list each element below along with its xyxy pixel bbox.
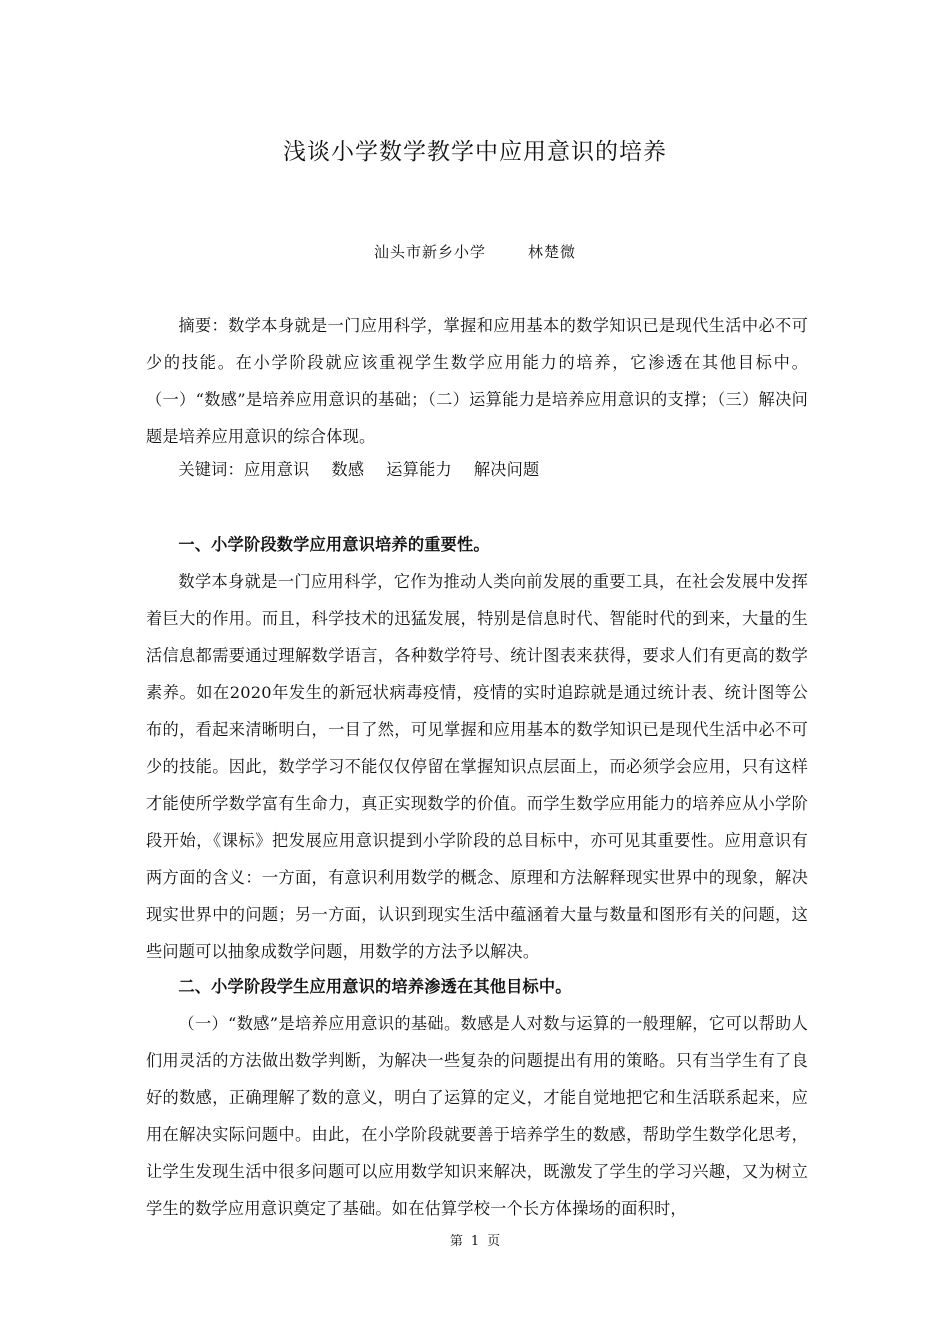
- page-suffix: 页: [487, 1234, 501, 1249]
- page-prefix: 第: [449, 1234, 463, 1249]
- abstract-text: 摘要：数学本身就是一门应用科学，掌握和应用基本的数学知识已是现代生活中必不可少的技能。在小学阶段就应该重视学生数学应用能力的培养，它渗透在其他目标中。（一）“数感”是培养应用意识的基础；（二）运算能力是培养应用意识的支撑；（三）解决问题是培养应用意识的综合体现。: [146, 316, 808, 446]
- keywords-line: [146, 451, 808, 488]
- school-name: 汕头市新乡小学: [373, 243, 486, 261]
- byline: [0, 241, 950, 262]
- section-heading: 二、小学阶段学生应用意识的培养渗透在其他目标中。: [178, 977, 572, 996]
- keyword: 运算能力: [386, 460, 452, 479]
- abstract-block: [146, 307, 808, 455]
- section-paragraph: 数学本身就是一门应用科学，它作为推动人类向前发展的重要工具，在社会发展中发挥着巨大的作用。而且，科学技术的迅猛发展，特别是信息时代、智能时代的到来，大量的生活信息都需要通过理解数学语言，各种数学符号、统计图表来获得，要求人们有更高的数学素养。如在2020年发生的新冠状病毒疫情，疫情的实时追踪就是通过统计表、统计图等公布的，看起来清晰明白，一目了然，可见掌握和应用基本的数学知识已是现代生活中必不可少的技能。因此，数学学习不能仅仅停留在掌握知识点层面上，而必须学会应用，只有这样才能使所学数学富有生命力，真正实现数学的价值。而学生数学应用能力的培养应从小学阶段开始，《课标》把发展应用意识提到小学阶段的总目标中，亦可见其重要性。应用意识有两方面的含义：一方面，有意识利用数学的概念、原理和方法解释现实世界中的现象，解决现实世界中的问题；另一方面，认识到现实生活中蕴涵着大量与数量和图形有关的问题，这些问题可以抽象成数学问题，用数学的方法予以解决。: [146, 572, 808, 961]
- keyword: 解决问题: [473, 460, 540, 479]
- section-paragraph: （一）“数感”是培养应用意识的基础。数感是人对数与运算的一般理解，它可以帮助人们用灵活的方法做出数学判断，为解决一些复杂的问题提出有用的策略。只有当学生有了良好的数感，正确理解了数的意义，明白了运算的定义，才能自觉地把它和生活联系起来，应用在解决实际问题中。由此，在小学阶段就要善于培养学生的数感，帮助学生数学化思考，让学生发现生活中很多问题可以应用数学知识来解决，既激发了学生的学习兴趣，又为树立学生的数学应用意识奠定了基础。如在估算学校一个长方体操场的面积时，: [146, 1014, 808, 1218]
- document-title: 浅谈小学数学教学中应用意识的培养: [283, 139, 667, 165]
- keywords-label: 关键词：: [178, 460, 244, 479]
- author-name: 林楚微: [528, 243, 577, 261]
- keyword: 数感: [331, 460, 365, 479]
- section-2: [146, 968, 808, 1227]
- section-1: [146, 526, 808, 970]
- section-heading: 一、小学阶段数学应用意识培养的重要性。: [178, 535, 490, 554]
- keyword: 应用意识: [243, 460, 310, 479]
- page-footer: [0, 1230, 950, 1249]
- page-number: 1: [470, 1234, 480, 1249]
